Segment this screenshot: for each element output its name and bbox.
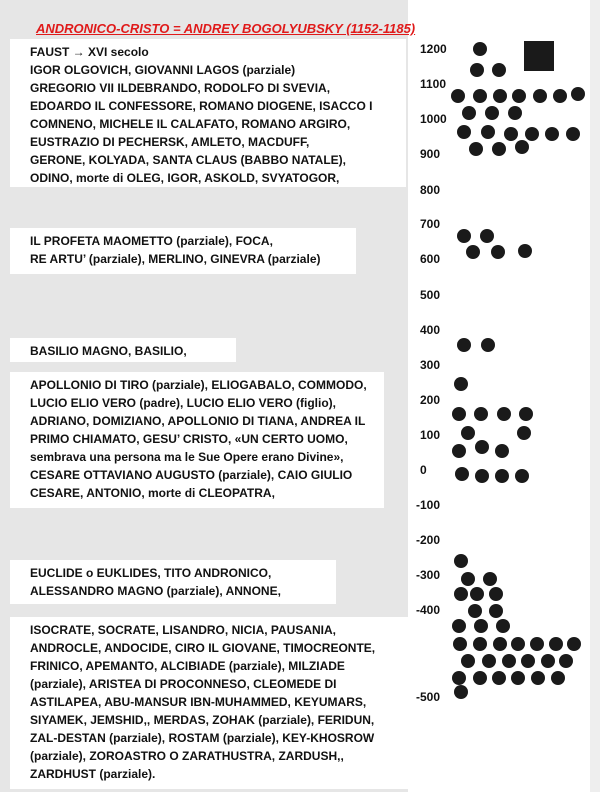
dot-mark xyxy=(533,89,547,103)
scale-label: -400 xyxy=(416,603,441,617)
dot-mark xyxy=(549,637,563,651)
block-line: ADRIANO, DOMIZIANO, APOLLONIO DI TIANA, ANDREA IL xyxy=(30,414,366,428)
scale-label: 100 xyxy=(420,428,441,442)
scale-label: -100 xyxy=(416,498,441,512)
dot-mark xyxy=(551,671,565,685)
block-line: RE ARTU’ (parziale), MERLINO, GINEVRA (parziale) xyxy=(30,252,321,266)
scale-label: 300 xyxy=(420,358,441,372)
dot-mark xyxy=(518,244,532,258)
dot-mark xyxy=(489,604,503,618)
dot-mark xyxy=(493,637,507,651)
dot-mark xyxy=(508,106,522,120)
dot-mark xyxy=(453,637,467,651)
dot-mark xyxy=(457,338,471,352)
scale-label: 900 xyxy=(420,147,441,161)
scale-label: -300 xyxy=(416,568,441,582)
block-line: CESARE OTTAVIANO AUGUSTO (parziale), CAIO GIULIO xyxy=(30,468,353,482)
block-line: SIYAMEK, JEMSHID,, MERDAS, ZOHAK (parziale), FERIDUN, xyxy=(30,713,375,727)
scale-label: 200 xyxy=(420,393,441,407)
dot-mark xyxy=(457,229,471,243)
dot-mark xyxy=(489,587,503,601)
dot-mark xyxy=(511,637,525,651)
dot-mark xyxy=(571,87,585,101)
scale-label: 1200 xyxy=(420,42,447,56)
dot-mark xyxy=(492,671,506,685)
dot-mark xyxy=(462,106,476,120)
dot-mark xyxy=(545,127,559,141)
block-line: PRIMO CHIAMATO, GESU’ CRISTO, «UN CERTO UOMO, xyxy=(30,432,348,446)
scale-label: -200 xyxy=(416,533,441,547)
dot-mark xyxy=(497,407,511,421)
block-line: IGOR OLGOVICH, GIOVANNI LAGOS (parziale) xyxy=(30,63,296,77)
dot-mark xyxy=(452,619,466,633)
dot-mark xyxy=(468,604,482,618)
dot-mark xyxy=(469,142,483,156)
dot-mark xyxy=(492,142,506,156)
block-line: COMNENO, MICHELE IL CALAFATO, ROMANO ARGIRO, xyxy=(30,117,351,131)
dot-mark xyxy=(466,245,480,259)
page-title: ANDRONICO-CRISTO = ANDREY BOGOLYUBSKY (1152-1185) xyxy=(36,21,416,36)
dot-mark xyxy=(455,467,469,481)
dot-mark xyxy=(452,444,466,458)
block-line: BASILIO MAGNO, BASILIO, xyxy=(30,344,187,358)
dot-mark xyxy=(454,377,468,391)
block-line: APOLLONIO DI TIRO (parziale), ELIOGABALO, COMMODO, xyxy=(30,378,367,392)
block-line: ZARDHUST (parziale). xyxy=(30,767,156,781)
dot-mark xyxy=(515,469,529,483)
block-line: ZAL-DESTAN (parziale), ROSTAM (parziale), KEY-KHOSROW xyxy=(30,731,375,745)
dot-mark xyxy=(473,637,487,651)
dot-layer xyxy=(451,42,585,699)
dot-mark xyxy=(461,572,475,586)
dot-mark xyxy=(483,572,497,586)
dot-mark xyxy=(491,245,505,259)
dot-mark xyxy=(473,89,487,103)
dot-mark xyxy=(482,654,496,668)
square-marker xyxy=(524,41,554,71)
scale-label: 500 xyxy=(420,288,441,302)
block-line: EUCLIDE o EUKLIDES, TITO ANDRONICO, xyxy=(30,566,272,580)
dot-mark xyxy=(502,654,516,668)
dot-mark xyxy=(451,89,465,103)
dot-mark xyxy=(493,89,507,103)
dot-mark xyxy=(521,654,535,668)
block-line: IL PROFETA MAOMETTO (parziale), FOCA, xyxy=(30,234,273,248)
dot-mark xyxy=(461,426,475,440)
dot-mark xyxy=(511,671,525,685)
dot-mark xyxy=(512,89,526,103)
block-line: GREGORIO VII ILDEBRANDO, RODOLFO DI SVEVIA, xyxy=(30,81,331,95)
dot-mark xyxy=(485,106,499,120)
dot-mark xyxy=(474,407,488,421)
dot-mark xyxy=(541,654,555,668)
scale-label: -500 xyxy=(416,690,441,704)
scale-label: 400 xyxy=(420,323,441,337)
block-line: FAUST → XVI secolo xyxy=(30,45,149,59)
block-line: FRINICO, APEMANTO, ALCIBIADE (parziale), MILZIADE xyxy=(30,659,345,673)
dot-mark xyxy=(492,63,506,77)
dot-mark xyxy=(454,587,468,601)
dot-mark xyxy=(473,42,487,56)
dot-mark xyxy=(457,125,471,139)
dot-mark xyxy=(553,89,567,103)
dot-mark xyxy=(454,554,468,568)
dot-mark xyxy=(517,426,531,440)
dot-mark xyxy=(454,685,468,699)
block-line: LUCIO ELIO VERO (padre), LUCIO ELIO VERO (figlio), xyxy=(30,396,337,410)
block-line: sembrava una persona ma le Sue Opere erano Divine», xyxy=(30,450,344,464)
dot-mark xyxy=(470,587,484,601)
dot-mark xyxy=(531,671,545,685)
block-line: CESARE, ANTONIO, morte di CLEOPATRA, xyxy=(30,486,275,500)
dot-mark xyxy=(475,440,489,454)
dot-mark xyxy=(481,338,495,352)
block-line: EUSTRAZIO DI PECHERSK, AMLETO, MACDUFF, xyxy=(30,135,310,149)
scale-label: 1100 xyxy=(420,77,447,91)
scale-label: 800 xyxy=(420,183,441,197)
block-line: ODINO, morte di OLEG, IGOR, ASKOLD, SVYATOGOR, xyxy=(30,171,340,185)
dot-mark xyxy=(496,619,510,633)
dot-mark xyxy=(525,127,539,141)
dot-mark xyxy=(530,637,544,651)
dot-mark xyxy=(473,671,487,685)
dot-mark xyxy=(515,140,529,154)
block-line: GERONE, KOLYADA, SANTA CLAUS (BABBO NATALE), xyxy=(30,153,347,167)
block-line: (parziale), ARISTEA DI PROCONNESO, CLEOMEDE DI xyxy=(30,677,337,691)
dot-mark xyxy=(461,654,475,668)
dot-mark xyxy=(474,619,488,633)
dot-mark xyxy=(495,444,509,458)
scale-label: 600 xyxy=(420,252,441,266)
block-line: ALESSANDRO MAGNO (parziale), ANNONE, xyxy=(30,584,281,598)
dot-mark xyxy=(480,229,494,243)
scale-label: 0 xyxy=(420,463,427,477)
dot-mark xyxy=(567,637,581,651)
dot-mark xyxy=(481,125,495,139)
dot-mark xyxy=(495,469,509,483)
dot-mark xyxy=(475,469,489,483)
block-line: ISOCRATE, SOCRATE, LISANDRO, NICIA, PAUSANIA, xyxy=(30,623,337,637)
dot-mark xyxy=(452,671,466,685)
dot-mark xyxy=(559,654,573,668)
dot-mark xyxy=(504,127,518,141)
dot-mark xyxy=(566,127,580,141)
dot-mark xyxy=(452,407,466,421)
scale-label: 700 xyxy=(420,217,441,231)
block-line: EDOARDO IL CONFESSORE, ROMANO DIOGENE, ISACCO I xyxy=(30,99,373,113)
block-line: (parziale), ZOROASTRO O ZARATHUSTRA, ZARDUSH,, xyxy=(30,749,344,763)
scale-label: 1000 xyxy=(420,112,447,126)
block-line: ASTILAPEA, ABU-MANSUR IBN-MUHAMMED, KEYUMARS, xyxy=(30,695,367,709)
dot-mark xyxy=(519,407,533,421)
dot-mark xyxy=(470,63,484,77)
block-line: ANDROCLE, ANDOCIDE, CIRO IL GIOVANE, TIMOCREONTE, xyxy=(30,641,376,655)
